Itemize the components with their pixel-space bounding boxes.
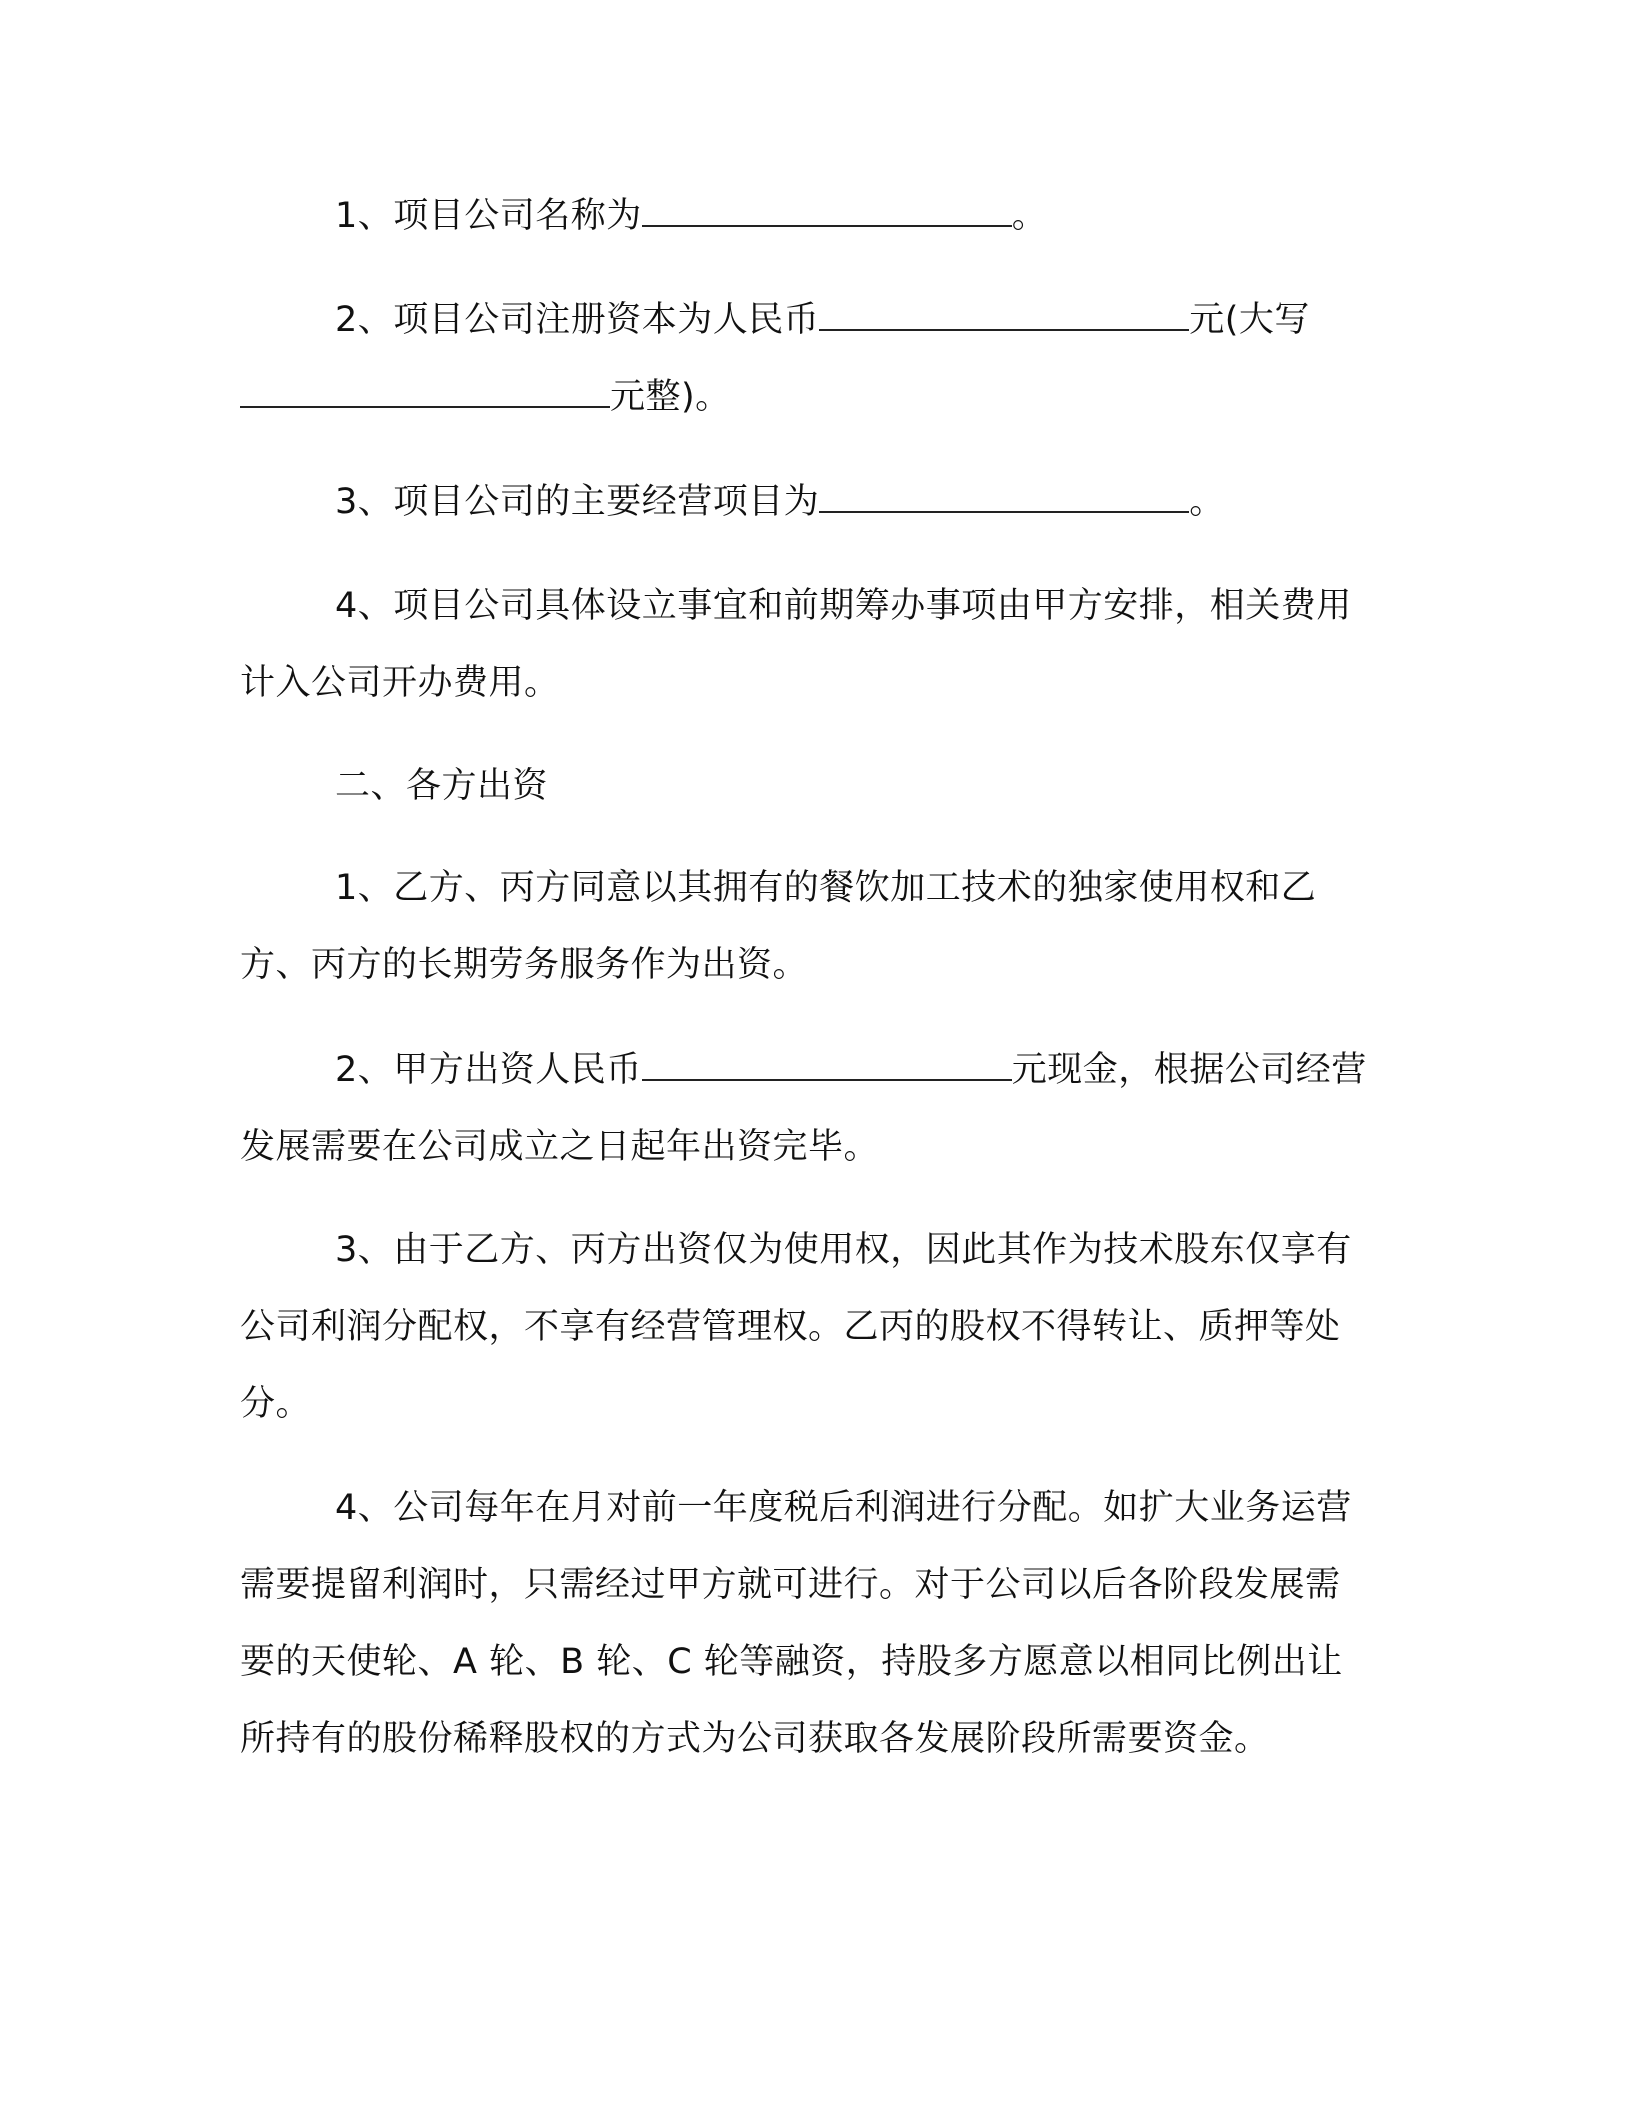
paragraph-contribution-3: 3、由于乙方、丙方出资仅为使用权，因此其作为技术股东仅享有公司利润分配权，不享有经营管理权。乙丙的股权不得转让、质押等处分。 <box>240 1230 1352 1424</box>
fill-blank-company-name[interactable] <box>642 195 1012 227</box>
paragraph-text: 2、项目公司注册资本为人民币 <box>335 300 820 340</box>
paragraph-text: 2、甲方出资人民币 <box>335 1050 642 1090</box>
paragraph-contribution-4: 4、公司每年在月对前一年度税后利润进行分配。如扩大业务运营需要提留利润时，只需经过甲方就可进行。对于公司以后各阶段发展需要的天使轮、A 轮、B 轮、C 轮等融资，持股多方愿意以相同比例出让所持有的股份稀释股权的方式为公司获取各发展阶段所需要资金。 <box>240 1488 1352 1759</box>
paragraph-establishment: 4、项目公司具体设立事宜和前期筹办事项由甲方安排，相关费用计入公司开办费用。 <box>240 586 1352 703</box>
paragraph-text: 元(大写 <box>1189 300 1310 340</box>
paragraph-text: 。 <box>1189 482 1225 522</box>
paragraph-text: 3、项目公司的主要经营项目为 <box>335 482 820 522</box>
paragraph-text: 。 <box>1011 196 1048 236</box>
paragraph-company-name <box>240 178 1375 255</box>
paragraph-registered-capital <box>240 282 1375 436</box>
fill-blank-capital-amount[interactable] <box>819 299 1189 331</box>
fill-blank-business-scope[interactable] <box>819 481 1189 513</box>
fill-blank-capital-uppercase[interactable] <box>240 376 610 408</box>
paragraph-contribution-1: 1、乙方、丙方同意以其拥有的餐饮加工技术的独家使用权和乙方、丙方的长期劳务服务作为出资。 <box>240 868 1317 985</box>
paragraph-text: 元现金，根据公司经营发展需要在公司成立之日起年出资完毕。 <box>240 1050 1367 1167</box>
paragraph-business-scope <box>240 464 1375 541</box>
fill-blank-cash-amount[interactable] <box>642 1049 1012 1081</box>
paragraph-contribution-2 <box>240 1032 1375 1186</box>
section-heading-contribution: 二、各方出资 <box>335 766 549 806</box>
paragraph-text: 1、项目公司名称为 <box>335 196 642 236</box>
paragraph-text: 元整)。 <box>610 377 731 417</box>
